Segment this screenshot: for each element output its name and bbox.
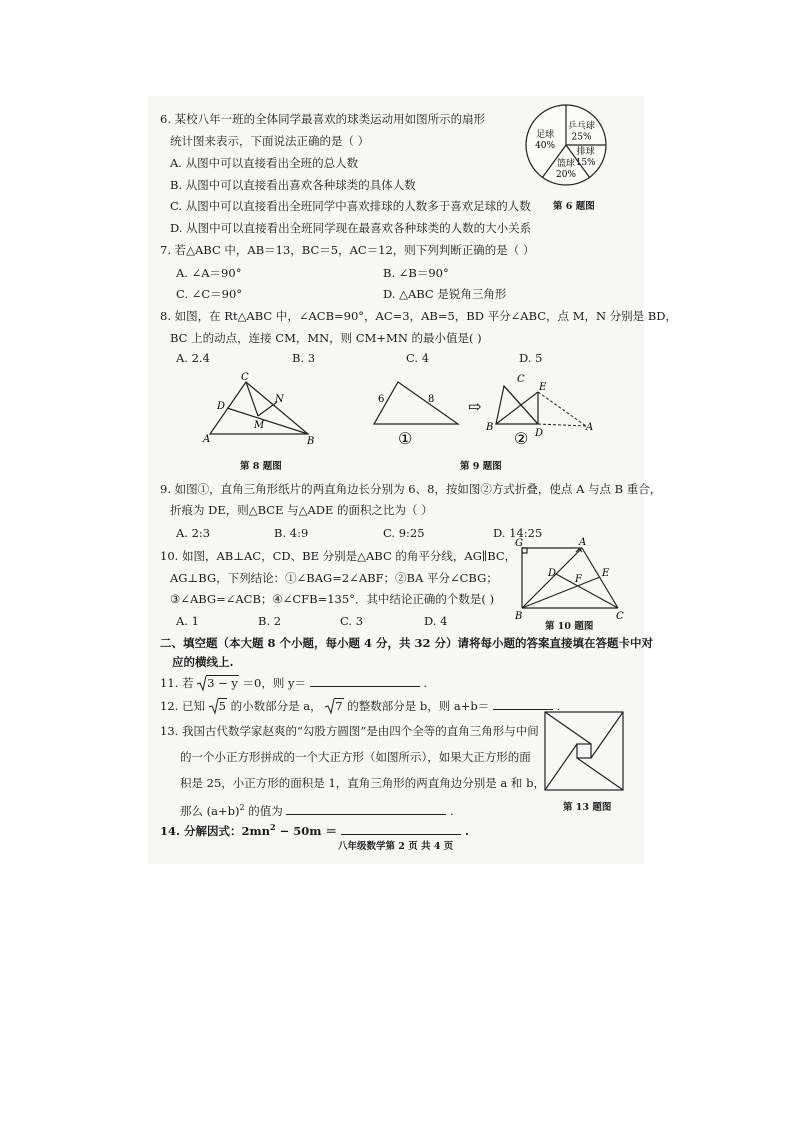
q6-pie-chart bbox=[516, 100, 616, 200]
q8-option-b: B. 3 bbox=[292, 351, 316, 365]
q10-label-g: G bbox=[515, 538, 523, 549]
q10-figure-caption: 第 10 题图 bbox=[545, 621, 594, 632]
q9-option-b: B. 4:9 bbox=[274, 526, 309, 540]
q9-stem-line1: 9. 如图①，直角三角形纸片的两直角边长分别为 6、8，按如图②方式折叠，使点 A 与点 B 重合， bbox=[160, 482, 662, 496]
q13-exponent: 2 bbox=[239, 803, 245, 812]
q11-answer-blank[interactable] bbox=[310, 675, 420, 687]
q9-label-d: D bbox=[535, 428, 544, 439]
q8-option-c: C. 4 bbox=[406, 351, 430, 365]
q9-label-c: C bbox=[517, 374, 525, 385]
q6-option-b: B. 从图中可以直接看出喜欢各种球类的具体人数 bbox=[170, 178, 416, 192]
q8-figure bbox=[200, 372, 324, 447]
q9-label-e: E bbox=[539, 382, 547, 393]
q8-option-a: A. 2.4 bbox=[176, 351, 210, 365]
q10-label-f: F bbox=[575, 574, 582, 585]
q9-label-b: B bbox=[486, 422, 494, 433]
q8-stem-line1: 8. 如图，在 Rt△ABC 中，∠ACB=90°，AC=3，AB=5，BD 平分∠ABC，点 M，N 分别是 BD， bbox=[160, 309, 678, 323]
q10-stem-line3: ③∠ABG=∠ACB；④∠CFB=135°．其中结论正确的个数是( ) bbox=[170, 592, 495, 606]
q11-equation: ＝0，则 y＝ bbox=[242, 676, 306, 690]
q7-option-a: A. ∠A＝90° bbox=[176, 266, 242, 280]
q12-radical-sign-2 bbox=[325, 699, 335, 714]
q7-option-c: C. ∠C＝90° bbox=[176, 287, 243, 301]
q6-stem-line2: 统计图来表示，下面说法正确的是（ ） bbox=[170, 134, 370, 148]
q12-radicand-1: 5 bbox=[218, 699, 226, 713]
q13-expr: 那么 (a+b) bbox=[180, 803, 240, 818]
q10-label-a: A bbox=[579, 537, 587, 548]
q14 bbox=[160, 820, 469, 838]
q13-figure bbox=[544, 711, 624, 791]
q10-option-a: A. 1 bbox=[176, 614, 199, 628]
q12-radical-sign-1 bbox=[209, 699, 219, 714]
q9-option-d: D. 14:25 bbox=[493, 526, 543, 540]
q10-option-b: B. 2 bbox=[258, 614, 282, 628]
q9-mark-1: ① bbox=[398, 429, 413, 448]
q13-text: 的值为 bbox=[244, 803, 283, 818]
pie-slice-name: 乒乓球 bbox=[568, 121, 596, 132]
pie-slice-name: 足球 bbox=[536, 130, 555, 141]
q10-label-c: C bbox=[616, 611, 624, 622]
q9-option-c: C. 9:25 bbox=[383, 526, 425, 540]
q11-prefix: 11. 若 bbox=[160, 676, 194, 690]
q9-mark-2: ② bbox=[514, 429, 529, 448]
q14-period: . bbox=[464, 823, 469, 838]
q9-side-8: 8 bbox=[428, 394, 435, 405]
q14-exponent: 2 bbox=[270, 822, 276, 832]
q9-label-a: A bbox=[586, 422, 594, 433]
q12-text-1: 的小数部分是 a， bbox=[230, 699, 322, 713]
pie-slice-percent: 40% bbox=[535, 141, 556, 152]
q13-line2: 的一个小正方形拼成的一个大正方形（如图所示），如果大正方形的面 bbox=[180, 750, 531, 764]
q11-radicand: 3 − y bbox=[207, 676, 238, 690]
q9-fold-arrow: ⇨ bbox=[468, 397, 482, 416]
pie-slice-name: 排球 bbox=[576, 146, 595, 157]
q10-label-b: B bbox=[515, 611, 523, 622]
q6-stem-line1: 6. 某校八年一班的全体同学最喜欢的球类运动用如图所示的扇形 bbox=[160, 112, 486, 126]
q10-stem-line2: AG⊥BG，下列结论：①∠BAG=2∠ABF；②BA 平分∠CBG； bbox=[170, 571, 498, 585]
q9-option-a: A. 2:3 bbox=[176, 526, 211, 540]
q6-option-d: D. 从图中可以直接看出全班同学现在最喜欢各种球类的人数的大小关系 bbox=[170, 221, 532, 235]
q10-label-e: E bbox=[602, 568, 610, 579]
q13-line1: 13. 我国古代数学家赵爽的“勾股方圆图”是由四个全等的直角三角形与中间 bbox=[160, 724, 539, 738]
pie-slice-percent: 15% bbox=[575, 157, 596, 168]
q9-figure bbox=[370, 372, 600, 448]
section2-title-line1: 二、填空题（本大题 8 个小题，每小题 4 分，共 32 分）请将每小题的答案直接填在答题卡中对 bbox=[160, 636, 654, 650]
q6-option-c: C. 从图中可以直接看出全班同学中喜欢排球的人数多于喜欢足球的人数 bbox=[170, 199, 531, 213]
q8-label-d: D bbox=[217, 401, 226, 412]
pie-slice-name: 篮球 bbox=[556, 159, 576, 169]
q12-radicand-2: 7 bbox=[335, 699, 343, 713]
q12-answer-blank[interactable] bbox=[493, 698, 553, 710]
q8-label-n: N bbox=[275, 394, 284, 405]
q12 bbox=[160, 698, 560, 713]
q10-label-d: D bbox=[548, 568, 557, 579]
q6-option-a: A. 从图中可以直接看出全班的总人数 bbox=[170, 156, 359, 170]
q12-period: . bbox=[556, 699, 561, 713]
q6-figure-caption: 第 6 题图 bbox=[553, 201, 595, 212]
pie-slice-percent: 25% bbox=[571, 132, 592, 143]
q7-option-d: D. △ABC 是锐角三角形 bbox=[383, 287, 507, 301]
q9-side-6: 6 bbox=[378, 394, 385, 405]
q14-prefix: 14. 分解因式：2mn bbox=[160, 823, 271, 838]
q8-label-m: M bbox=[254, 420, 265, 431]
q8-option-d: D. 5 bbox=[519, 351, 543, 365]
q11-period: . bbox=[423, 676, 427, 690]
q7-option-b: B. ∠B＝90° bbox=[383, 266, 449, 280]
q8-figure-caption: 第 8 题图 bbox=[240, 461, 282, 472]
pie-slice-percent: 20% bbox=[555, 170, 577, 180]
q14-answer-blank[interactable] bbox=[341, 823, 461, 835]
section2-title-line2: 应的横线上. bbox=[172, 655, 234, 669]
q13-line4 bbox=[180, 801, 454, 818]
q8-label-a: A bbox=[203, 434, 211, 445]
q10-option-d: D. 4 bbox=[424, 614, 448, 628]
page-footer: 八年级数学第 2 页 共 4 页 bbox=[338, 841, 454, 852]
q8-label-b: B bbox=[307, 436, 315, 447]
q13-period: . bbox=[450, 803, 454, 818]
q13-answer-blank[interactable] bbox=[286, 803, 446, 815]
q13-line3: 积是 25，小正方形的面积是 1，直角三角形的两直角边分别是 a 和 b， bbox=[180, 776, 545, 790]
q14-expr: − 50m ＝ bbox=[275, 823, 337, 838]
q9-figure-caption: 第 9 题图 bbox=[460, 461, 502, 472]
q11 bbox=[160, 675, 427, 690]
q11-radical-sign bbox=[197, 676, 207, 691]
q10-option-c: C. 3 bbox=[340, 614, 364, 628]
q8-stem-line2: BC 上的动点，连接 CM，MN，则 CM+MN 的最小值是( ) bbox=[170, 331, 482, 345]
q8-label-c: C bbox=[241, 372, 249, 383]
q13-figure-caption: 第 13 题图 bbox=[563, 802, 612, 813]
q12-text-2: 的整数部分是 b，则 a+b＝ bbox=[347, 699, 490, 713]
q9-stem-line2: 折痕为 DE，则△BCE 与△ADE 的面积之比为（ ） bbox=[170, 503, 433, 517]
q10-stem-line1: 10. 如图，AB⊥AC，CD、BE 分别是△ABC 的角平分线，AG∥BC， bbox=[160, 549, 517, 563]
q10-figure bbox=[512, 536, 628, 620]
q7-stem: 7. 若△ABC 中，AB＝13，BC＝5，AC＝12，则下列判断正确的是（ ） bbox=[160, 243, 535, 257]
q12-prefix: 12. 已知 bbox=[160, 699, 205, 713]
